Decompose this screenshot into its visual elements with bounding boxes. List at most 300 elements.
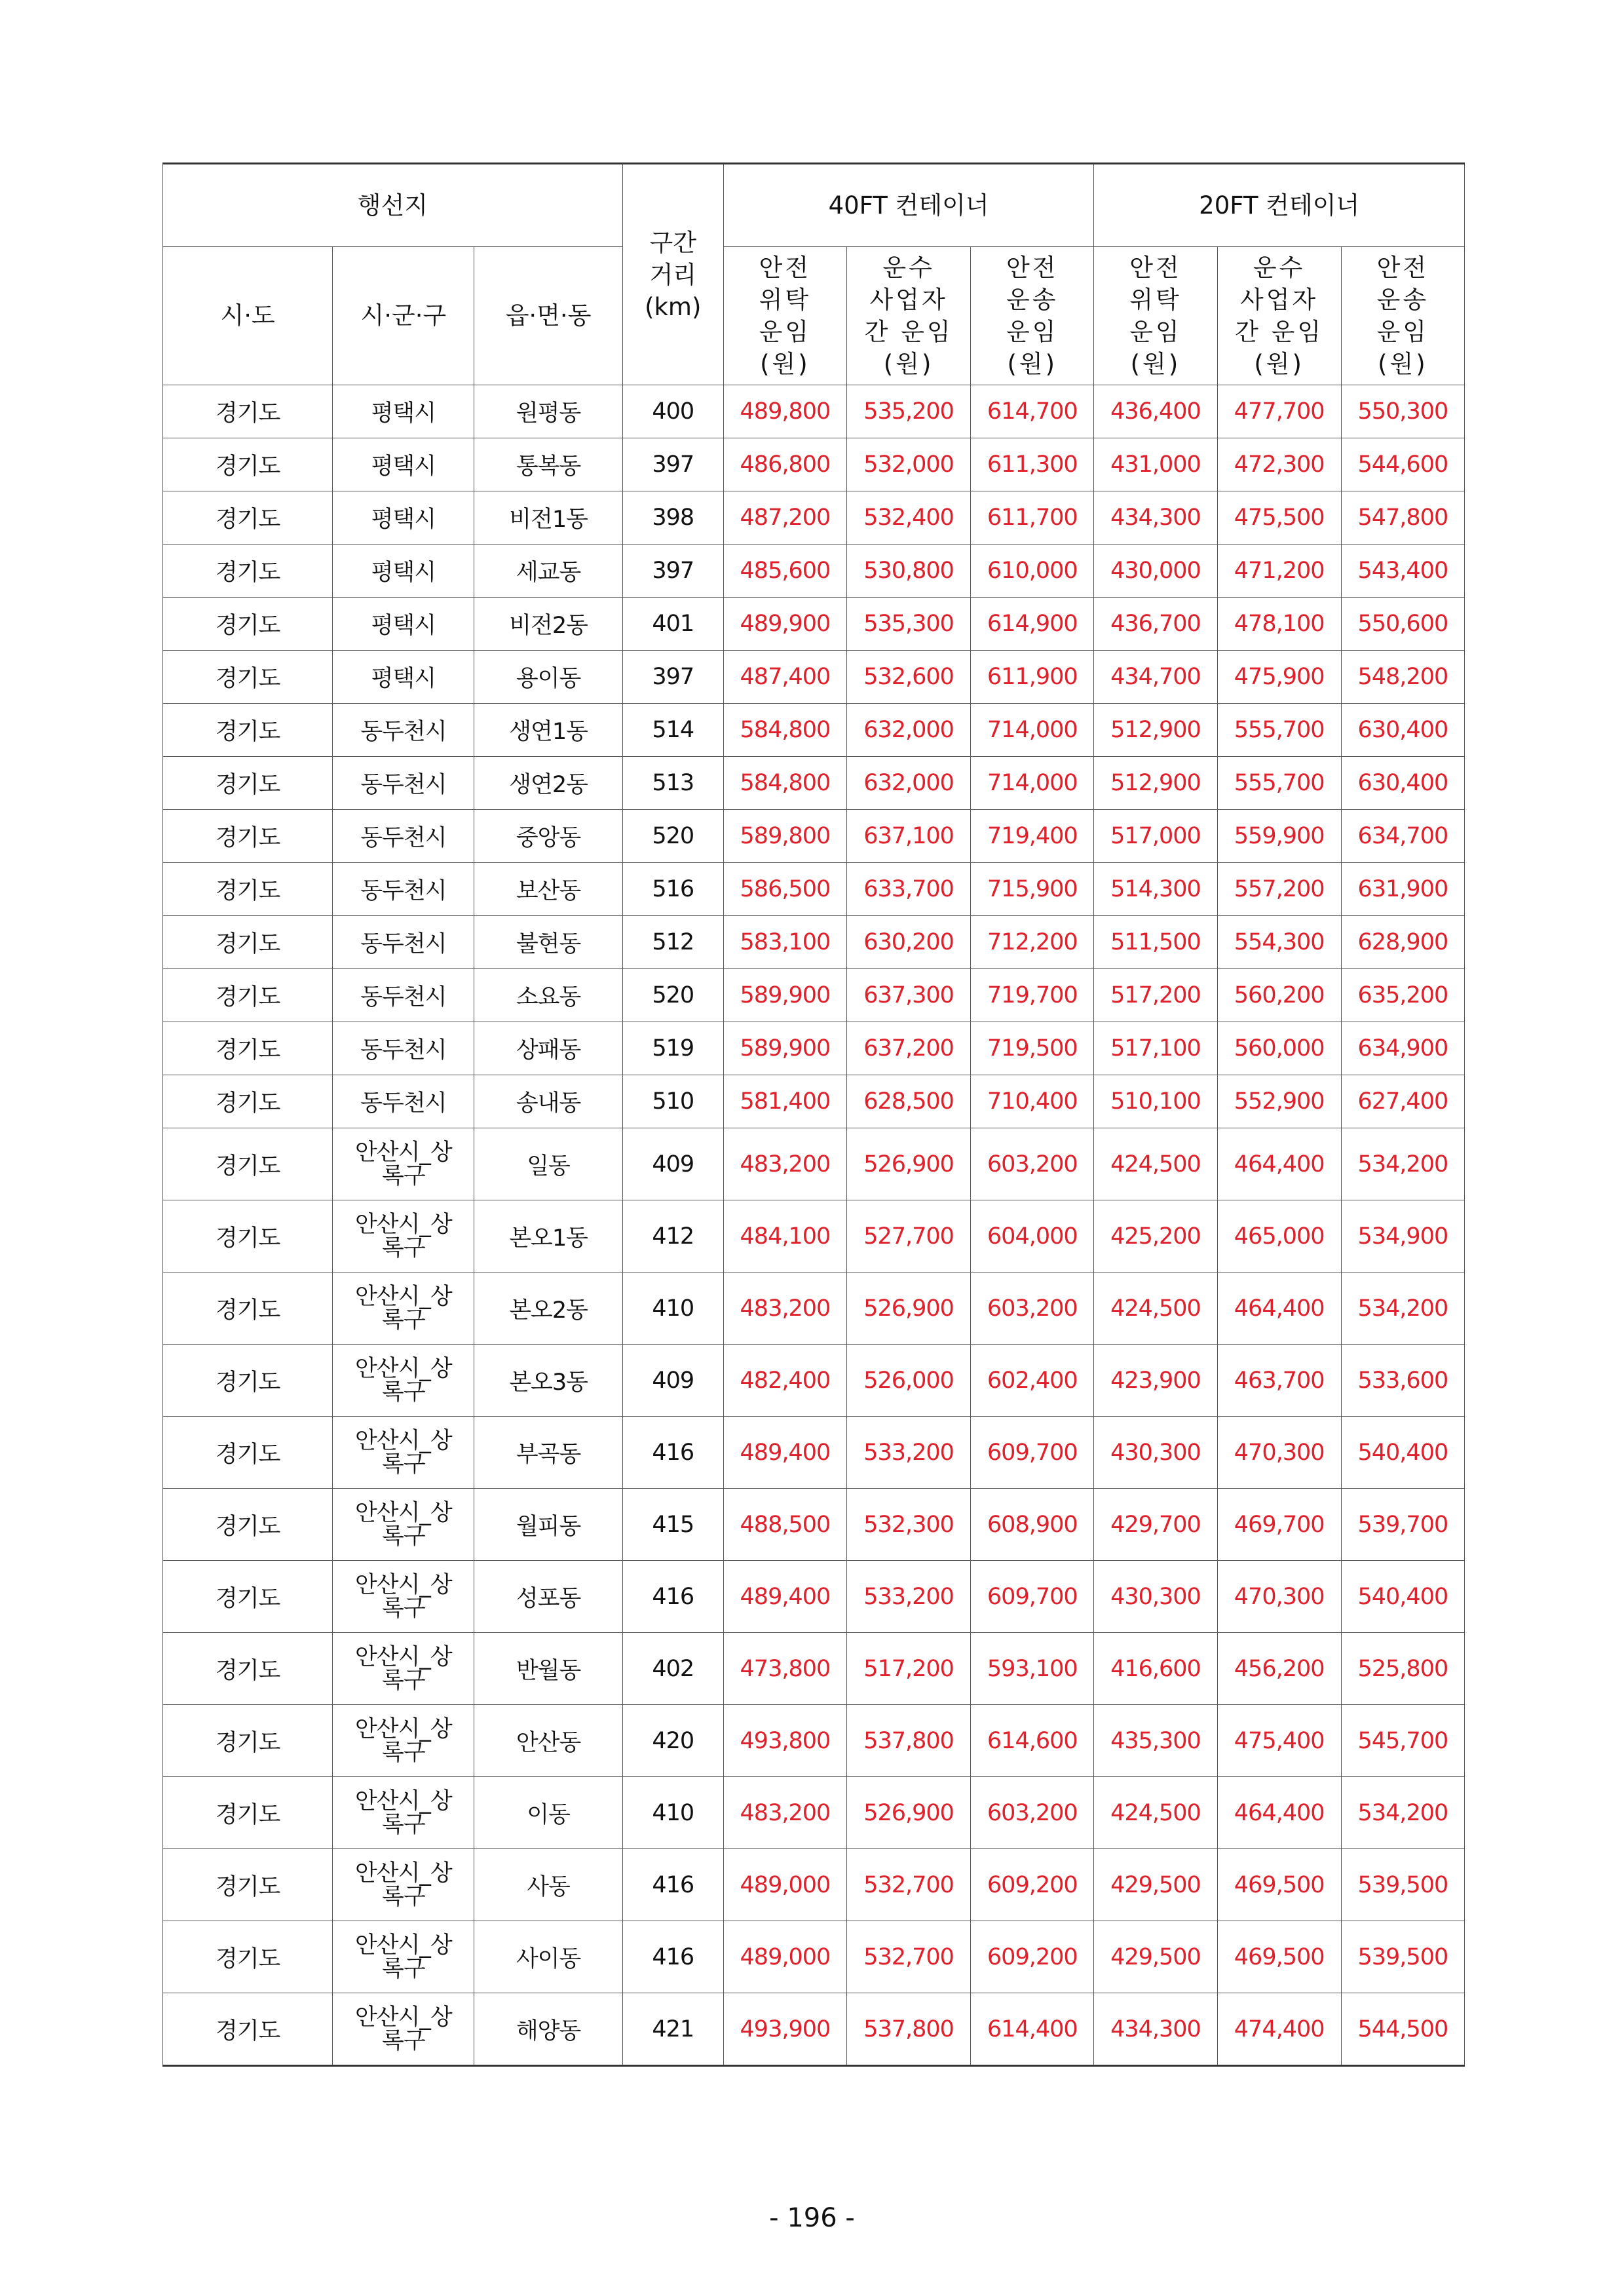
cell-sido: 경기도 [163, 1489, 333, 1561]
cell-eupmyeondong: 세교동 [474, 545, 622, 598]
table-row [163, 1272, 1465, 1345]
cell-40ft-between-operators: 526,000 [847, 1345, 971, 1417]
cell-20ft-safe-transport: 634,900 [1341, 1022, 1464, 1075]
cell-40ft-safe-transport: 719,700 [971, 969, 1094, 1022]
cell-40ft-safe-consign: 589,900 [723, 969, 846, 1022]
cell-20ft-safe-transport: 635,200 [1341, 969, 1464, 1022]
cell-40ft-between-operators: 532,600 [847, 651, 971, 704]
header-40ft-safe-transport: 안전 운송 운임 (원) [971, 247, 1094, 385]
cell-distance: 415 [622, 1489, 723, 1561]
cell-40ft-between-operators: 532,000 [847, 438, 971, 491]
cell-20ft-safe-consign: 424,500 [1094, 1777, 1217, 1849]
header-sigungu: 시·군·구 [333, 247, 474, 385]
cell-40ft-safe-consign: 584,800 [723, 757, 846, 810]
cell-40ft-between-operators: 532,400 [847, 491, 971, 545]
cell-sido: 경기도 [163, 438, 333, 491]
cell-40ft-between-operators: 526,900 [847, 1272, 971, 1345]
cell-40ft-between-operators: 632,000 [847, 704, 971, 757]
cell-sido: 경기도 [163, 1022, 333, 1075]
cell-sigungu: 동두천시 [333, 757, 474, 810]
cell-40ft-safe-consign: 489,000 [723, 1921, 846, 1993]
cell-distance: 397 [622, 651, 723, 704]
cell-20ft-between-operators: 472,300 [1217, 438, 1341, 491]
cell-20ft-between-operators: 464,400 [1217, 1128, 1341, 1200]
cell-sigungu: 평택시 [333, 545, 474, 598]
cell-distance: 516 [622, 863, 723, 916]
table-row [163, 1561, 1465, 1633]
cell-eupmyeondong: 상패동 [474, 1022, 622, 1075]
cell-sigungu: 안산시_상 록구 [333, 1128, 474, 1200]
cell-distance: 410 [622, 1777, 723, 1849]
cell-40ft-between-operators: 632,000 [847, 757, 971, 810]
cell-40ft-safe-transport: 614,900 [971, 598, 1094, 651]
cell-distance: 412 [622, 1200, 723, 1272]
cell-20ft-safe-transport: 543,400 [1341, 545, 1464, 598]
cell-eupmyeondong: 불현동 [474, 916, 622, 969]
cell-sigungu: 안산시_상 록구 [333, 1489, 474, 1561]
cell-40ft-between-operators: 537,800 [847, 1705, 971, 1777]
cell-eupmyeondong: 월피동 [474, 1489, 622, 1561]
header-20ft: 20FT 컨테이너 [1094, 164, 1465, 247]
cell-sido: 경기도 [163, 1561, 333, 1633]
table-row [163, 916, 1465, 969]
cell-sido: 경기도 [163, 1417, 333, 1489]
cell-40ft-safe-transport: 603,200 [971, 1272, 1094, 1345]
cell-20ft-safe-transport: 628,900 [1341, 916, 1464, 969]
cell-sigungu: 동두천시 [333, 810, 474, 863]
cell-20ft-safe-consign: 517,100 [1094, 1022, 1217, 1075]
cell-eupmyeondong: 용이동 [474, 651, 622, 704]
cell-sigungu: 안산시_상 록구 [333, 1777, 474, 1849]
cell-sido: 경기도 [163, 1921, 333, 1993]
cell-20ft-between-operators: 469,500 [1217, 1849, 1341, 1921]
cell-sido: 경기도 [163, 598, 333, 651]
cell-sigungu: 안산시_상 록구 [333, 1849, 474, 1921]
cell-distance: 514 [622, 704, 723, 757]
cell-40ft-between-operators: 527,700 [847, 1200, 971, 1272]
cell-20ft-safe-transport: 547,800 [1341, 491, 1464, 545]
table-row [163, 969, 1465, 1022]
cell-20ft-safe-transport: 525,800 [1341, 1633, 1464, 1705]
cell-40ft-safe-consign: 489,000 [723, 1849, 846, 1921]
cell-distance: 513 [622, 757, 723, 810]
table-body [163, 385, 1465, 2066]
cell-20ft-safe-transport: 534,900 [1341, 1200, 1464, 1272]
cell-sido: 경기도 [163, 1633, 333, 1705]
cell-40ft-safe-consign: 483,200 [723, 1272, 846, 1345]
cell-sido: 경기도 [163, 916, 333, 969]
cell-40ft-safe-consign: 493,800 [723, 1705, 846, 1777]
header-destination: 행선지 [163, 164, 623, 247]
cell-20ft-safe-transport: 540,400 [1341, 1417, 1464, 1489]
fare-table [162, 163, 1465, 2067]
cell-40ft-safe-transport: 719,500 [971, 1022, 1094, 1075]
cell-20ft-safe-transport: 539,500 [1341, 1921, 1464, 1993]
cell-20ft-between-operators: 470,300 [1217, 1561, 1341, 1633]
cell-20ft-safe-consign: 425,200 [1094, 1200, 1217, 1272]
cell-20ft-safe-transport: 550,300 [1341, 385, 1464, 438]
cell-20ft-safe-consign: 436,400 [1094, 385, 1217, 438]
table-row [163, 491, 1465, 545]
cell-20ft-between-operators: 465,000 [1217, 1200, 1341, 1272]
cell-40ft-safe-transport: 610,000 [971, 545, 1094, 598]
cell-20ft-safe-consign: 512,900 [1094, 757, 1217, 810]
cell-40ft-between-operators: 535,200 [847, 385, 971, 438]
table-row [163, 1705, 1465, 1777]
cell-20ft-safe-transport: 548,200 [1341, 651, 1464, 704]
cell-40ft-safe-transport: 719,400 [971, 810, 1094, 863]
cell-20ft-safe-consign: 429,700 [1094, 1489, 1217, 1561]
cell-distance: 398 [622, 491, 723, 545]
cell-40ft-safe-transport: 611,900 [971, 651, 1094, 704]
cell-eupmyeondong: 비전2동 [474, 598, 622, 651]
cell-20ft-safe-transport: 534,200 [1341, 1777, 1464, 1849]
cell-40ft-safe-transport: 611,300 [971, 438, 1094, 491]
cell-20ft-safe-consign: 436,700 [1094, 598, 1217, 651]
cell-20ft-between-operators: 475,900 [1217, 651, 1341, 704]
table-row [163, 1075, 1465, 1128]
cell-distance: 397 [622, 438, 723, 491]
cell-20ft-between-operators: 469,700 [1217, 1489, 1341, 1561]
cell-20ft-safe-consign: 431,000 [1094, 438, 1217, 491]
cell-eupmyeondong: 이동 [474, 1777, 622, 1849]
header-20ft-between-operators: 운수 사업자 간 운임 (원) [1217, 247, 1341, 385]
cell-sido: 경기도 [163, 1345, 333, 1417]
cell-40ft-safe-consign: 489,800 [723, 385, 846, 438]
cell-40ft-safe-consign: 473,800 [723, 1633, 846, 1705]
table-row [163, 1417, 1465, 1489]
cell-40ft-safe-consign: 482,400 [723, 1345, 846, 1417]
cell-40ft-safe-consign: 483,200 [723, 1777, 846, 1849]
cell-20ft-safe-consign: 514,300 [1094, 863, 1217, 916]
cell-20ft-safe-consign: 434,300 [1094, 491, 1217, 545]
cell-eupmyeondong: 송내동 [474, 1075, 622, 1128]
cell-40ft-safe-transport: 614,700 [971, 385, 1094, 438]
cell-sigungu: 평택시 [333, 438, 474, 491]
cell-20ft-between-operators: 470,300 [1217, 1417, 1341, 1489]
table-header [163, 164, 1465, 385]
cell-40ft-safe-transport: 609,200 [971, 1921, 1094, 1993]
cell-sido: 경기도 [163, 1075, 333, 1128]
cell-distance: 402 [622, 1633, 723, 1705]
cell-40ft-between-operators: 526,900 [847, 1128, 971, 1200]
cell-40ft-between-operators: 530,800 [847, 545, 971, 598]
cell-sido: 경기도 [163, 1849, 333, 1921]
cell-20ft-safe-transport: 540,400 [1341, 1561, 1464, 1633]
cell-40ft-safe-consign: 489,400 [723, 1561, 846, 1633]
cell-40ft-safe-transport: 611,700 [971, 491, 1094, 545]
cell-40ft-safe-consign: 589,900 [723, 1022, 846, 1075]
cell-40ft-safe-consign: 589,800 [723, 810, 846, 863]
cell-20ft-safe-transport: 545,700 [1341, 1705, 1464, 1777]
cell-20ft-safe-transport: 630,400 [1341, 704, 1464, 757]
cell-distance: 421 [622, 1993, 723, 2066]
cell-40ft-safe-consign: 483,200 [723, 1128, 846, 1200]
header-20ft-safe-transport: 안전 운송 운임 (원) [1341, 247, 1464, 385]
cell-eupmyeondong: 소요동 [474, 969, 622, 1022]
cell-20ft-safe-transport: 631,900 [1341, 863, 1464, 916]
cell-sido: 경기도 [163, 1705, 333, 1777]
cell-40ft-between-operators: 526,900 [847, 1777, 971, 1849]
header-eupmyeondong: 읍·면·동 [474, 247, 622, 385]
cell-40ft-safe-transport: 593,100 [971, 1633, 1094, 1705]
cell-40ft-safe-consign: 581,400 [723, 1075, 846, 1128]
cell-20ft-safe-consign: 512,900 [1094, 704, 1217, 757]
cell-sigungu: 동두천시 [333, 1022, 474, 1075]
cell-20ft-safe-transport: 539,500 [1341, 1849, 1464, 1921]
cell-40ft-between-operators: 628,500 [847, 1075, 971, 1128]
header-40ft: 40FT 컨테이너 [723, 164, 1094, 247]
cell-sido: 경기도 [163, 1272, 333, 1345]
cell-20ft-between-operators: 477,700 [1217, 385, 1341, 438]
page-number: - 196 - [769, 2203, 855, 2233]
cell-20ft-safe-consign: 416,600 [1094, 1633, 1217, 1705]
cell-40ft-safe-consign: 489,400 [723, 1417, 846, 1489]
cell-40ft-between-operators: 633,700 [847, 863, 971, 916]
cell-20ft-between-operators: 557,200 [1217, 863, 1341, 916]
cell-40ft-safe-transport: 609,700 [971, 1417, 1094, 1489]
cell-20ft-between-operators: 471,200 [1217, 545, 1341, 598]
cell-eupmyeondong: 일동 [474, 1128, 622, 1200]
cell-40ft-between-operators: 532,300 [847, 1489, 971, 1561]
table-row [163, 1777, 1465, 1849]
cell-eupmyeondong: 중앙동 [474, 810, 622, 863]
cell-eupmyeondong: 안산동 [474, 1705, 622, 1777]
cell-20ft-between-operators: 464,400 [1217, 1777, 1341, 1849]
cell-40ft-safe-consign: 493,900 [723, 1993, 846, 2066]
cell-20ft-safe-transport: 533,600 [1341, 1345, 1464, 1417]
cell-20ft-safe-transport: 534,200 [1341, 1272, 1464, 1345]
cell-40ft-safe-consign: 487,200 [723, 491, 846, 545]
table-row [163, 385, 1465, 438]
cell-distance: 410 [622, 1272, 723, 1345]
table-row [163, 651, 1465, 704]
cell-eupmyeondong: 보산동 [474, 863, 622, 916]
cell-sigungu: 안산시_상 록구 [333, 1993, 474, 2066]
cell-distance: 400 [622, 385, 723, 438]
cell-sigungu: 안산시_상 록구 [333, 1345, 474, 1417]
cell-20ft-between-operators: 555,700 [1217, 704, 1341, 757]
cell-sido: 경기도 [163, 1777, 333, 1849]
cell-40ft-safe-transport: 609,200 [971, 1849, 1094, 1921]
cell-20ft-between-operators: 469,500 [1217, 1921, 1341, 1993]
cell-sigungu: 평택시 [333, 491, 474, 545]
cell-40ft-safe-transport: 603,200 [971, 1128, 1094, 1200]
cell-distance: 409 [622, 1345, 723, 1417]
cell-distance: 416 [622, 1849, 723, 1921]
cell-eupmyeondong: 해양동 [474, 1993, 622, 2066]
cell-sido: 경기도 [163, 863, 333, 916]
cell-eupmyeondong: 본오1동 [474, 1200, 622, 1272]
cell-40ft-between-operators: 532,700 [847, 1921, 971, 1993]
cell-sigungu: 동두천시 [333, 969, 474, 1022]
cell-20ft-between-operators: 559,900 [1217, 810, 1341, 863]
cell-40ft-between-operators: 630,200 [847, 916, 971, 969]
table-row [163, 1128, 1465, 1200]
cell-eupmyeondong: 사이동 [474, 1921, 622, 1993]
cell-40ft-safe-consign: 489,900 [723, 598, 846, 651]
cell-20ft-safe-consign: 434,300 [1094, 1993, 1217, 2066]
cell-40ft-between-operators: 537,800 [847, 1993, 971, 2066]
cell-40ft-between-operators: 637,100 [847, 810, 971, 863]
cell-sigungu: 안산시_상 록구 [333, 1633, 474, 1705]
cell-sido: 경기도 [163, 385, 333, 438]
cell-20ft-between-operators: 555,700 [1217, 757, 1341, 810]
table-row [163, 863, 1465, 916]
cell-eupmyeondong: 반월동 [474, 1633, 622, 1705]
cell-20ft-safe-transport: 544,600 [1341, 438, 1464, 491]
cell-sido: 경기도 [163, 1128, 333, 1200]
cell-40ft-safe-transport: 715,900 [971, 863, 1094, 916]
cell-40ft-safe-consign: 486,800 [723, 438, 846, 491]
cell-40ft-between-operators: 535,300 [847, 598, 971, 651]
header-40ft-between-operators: 운수 사업자 간 운임 (원) [847, 247, 971, 385]
cell-20ft-between-operators: 475,400 [1217, 1705, 1341, 1777]
cell-sigungu: 동두천시 [333, 863, 474, 916]
cell-sido: 경기도 [163, 810, 333, 863]
cell-40ft-between-operators: 532,700 [847, 1849, 971, 1921]
cell-40ft-safe-consign: 487,400 [723, 651, 846, 704]
cell-sido: 경기도 [163, 969, 333, 1022]
cell-eupmyeondong: 본오2동 [474, 1272, 622, 1345]
table-row [163, 1633, 1465, 1705]
cell-40ft-between-operators: 637,200 [847, 1022, 971, 1075]
cell-sigungu: 안산시_상 록구 [333, 1561, 474, 1633]
cell-eupmyeondong: 부곡동 [474, 1417, 622, 1489]
cell-20ft-between-operators: 560,000 [1217, 1022, 1341, 1075]
cell-40ft-safe-transport: 614,400 [971, 1993, 1094, 2066]
cell-distance: 520 [622, 969, 723, 1022]
table-row [163, 1993, 1465, 2066]
table-row [163, 545, 1465, 598]
cell-20ft-between-operators: 464,400 [1217, 1272, 1341, 1345]
cell-40ft-safe-transport: 714,000 [971, 704, 1094, 757]
cell-40ft-between-operators: 533,200 [847, 1417, 971, 1489]
cell-20ft-safe-consign: 517,000 [1094, 810, 1217, 863]
cell-20ft-safe-transport: 550,600 [1341, 598, 1464, 651]
cell-sigungu: 안산시_상 록구 [333, 1705, 474, 1777]
cell-eupmyeondong: 비전1동 [474, 491, 622, 545]
cell-eupmyeondong: 원평동 [474, 385, 622, 438]
cell-eupmyeondong: 생연1동 [474, 704, 622, 757]
cell-eupmyeondong: 본오3동 [474, 1345, 622, 1417]
cell-20ft-safe-transport: 630,400 [1341, 757, 1464, 810]
cell-eupmyeondong: 생연2동 [474, 757, 622, 810]
cell-sido: 경기도 [163, 651, 333, 704]
cell-40ft-safe-transport: 609,700 [971, 1561, 1094, 1633]
cell-40ft-safe-consign: 484,100 [723, 1200, 846, 1272]
cell-sigungu: 안산시_상 록구 [333, 1921, 474, 1993]
cell-40ft-safe-consign: 583,100 [723, 916, 846, 969]
cell-20ft-between-operators: 475,500 [1217, 491, 1341, 545]
cell-40ft-between-operators: 637,300 [847, 969, 971, 1022]
cell-sido: 경기도 [163, 1200, 333, 1272]
cell-distance: 512 [622, 916, 723, 969]
cell-distance: 416 [622, 1417, 723, 1489]
cell-20ft-safe-consign: 434,700 [1094, 651, 1217, 704]
header-sido: 시·도 [163, 247, 333, 385]
cell-20ft-safe-consign: 430,000 [1094, 545, 1217, 598]
cell-sido: 경기도 [163, 491, 333, 545]
cell-40ft-safe-consign: 586,500 [723, 863, 846, 916]
cell-20ft-between-operators: 554,300 [1217, 916, 1341, 969]
cell-20ft-safe-transport: 539,700 [1341, 1489, 1464, 1561]
cell-sigungu: 안산시_상 록구 [333, 1272, 474, 1345]
cell-eupmyeondong: 사동 [474, 1849, 622, 1921]
cell-sigungu: 안산시_상 록구 [333, 1200, 474, 1272]
cell-40ft-between-operators: 533,200 [847, 1561, 971, 1633]
cell-40ft-safe-consign: 485,600 [723, 545, 846, 598]
cell-40ft-safe-transport: 602,400 [971, 1345, 1094, 1417]
cell-40ft-safe-transport: 603,200 [971, 1777, 1094, 1849]
cell-sigungu: 평택시 [333, 385, 474, 438]
cell-distance: 420 [622, 1705, 723, 1777]
cell-40ft-between-operators: 517,200 [847, 1633, 971, 1705]
cell-20ft-safe-consign: 429,500 [1094, 1921, 1217, 1993]
cell-20ft-between-operators: 463,700 [1217, 1345, 1341, 1417]
cell-20ft-safe-consign: 424,500 [1094, 1272, 1217, 1345]
cell-20ft-between-operators: 456,200 [1217, 1633, 1341, 1705]
cell-sido: 경기도 [163, 757, 333, 810]
cell-sido: 경기도 [163, 1993, 333, 2066]
header-40ft-safe-consign: 안전 위탁 운임 (원) [723, 247, 846, 385]
cell-40ft-safe-consign: 488,500 [723, 1489, 846, 1561]
cell-sigungu: 동두천시 [333, 704, 474, 757]
cell-sido: 경기도 [163, 545, 333, 598]
cell-20ft-safe-consign: 435,300 [1094, 1705, 1217, 1777]
cell-distance: 520 [622, 810, 723, 863]
cell-eupmyeondong: 통복동 [474, 438, 622, 491]
cell-20ft-safe-consign: 429,500 [1094, 1849, 1217, 1921]
cell-20ft-safe-consign: 430,300 [1094, 1561, 1217, 1633]
table-row [163, 704, 1465, 757]
cell-sigungu: 평택시 [333, 598, 474, 651]
cell-20ft-safe-consign: 510,100 [1094, 1075, 1217, 1128]
cell-20ft-safe-transport: 627,400 [1341, 1075, 1464, 1128]
cell-40ft-safe-transport: 608,900 [971, 1489, 1094, 1561]
table-row [163, 1022, 1465, 1075]
cell-20ft-between-operators: 474,400 [1217, 1993, 1341, 2066]
cell-sido: 경기도 [163, 704, 333, 757]
cell-20ft-safe-consign: 423,900 [1094, 1345, 1217, 1417]
table-row [163, 757, 1465, 810]
cell-40ft-safe-transport: 604,000 [971, 1200, 1094, 1272]
cell-40ft-safe-consign: 584,800 [723, 704, 846, 757]
cell-sigungu: 평택시 [333, 651, 474, 704]
cell-20ft-safe-consign: 511,500 [1094, 916, 1217, 969]
cell-sigungu: 안산시_상 록구 [333, 1417, 474, 1489]
cell-distance: 401 [622, 598, 723, 651]
cell-eupmyeondong: 성포동 [474, 1561, 622, 1633]
cell-sigungu: 동두천시 [333, 1075, 474, 1128]
cell-40ft-safe-transport: 710,400 [971, 1075, 1094, 1128]
table-row [163, 1200, 1465, 1272]
cell-40ft-safe-transport: 714,000 [971, 757, 1094, 810]
cell-20ft-safe-consign: 430,300 [1094, 1417, 1217, 1489]
header-distance: 구간 거리 (km) [622, 164, 723, 385]
table-row [163, 598, 1465, 651]
header-20ft-safe-consign: 안전 위탁 운임 (원) [1094, 247, 1217, 385]
cell-20ft-safe-consign: 424,500 [1094, 1128, 1217, 1200]
cell-40ft-safe-transport: 712,200 [971, 916, 1094, 969]
cell-distance: 510 [622, 1075, 723, 1128]
cell-distance: 416 [622, 1921, 723, 1993]
table-row [163, 438, 1465, 491]
cell-distance: 416 [622, 1561, 723, 1633]
cell-20ft-between-operators: 560,200 [1217, 969, 1341, 1022]
cell-20ft-safe-transport: 634,700 [1341, 810, 1464, 863]
cell-distance: 519 [622, 1022, 723, 1075]
